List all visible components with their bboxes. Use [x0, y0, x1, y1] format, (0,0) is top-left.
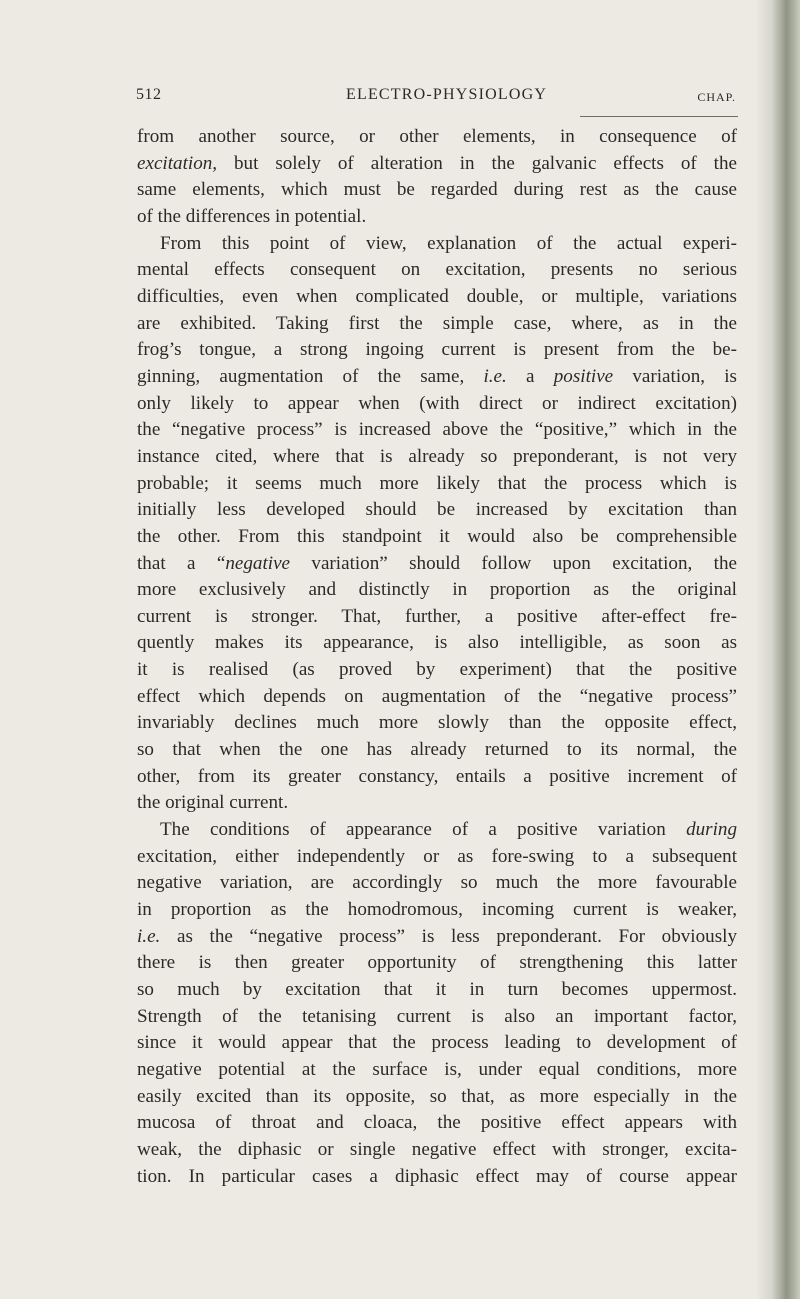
- text-run: so that when the one has already returned to its normal, the: [137, 739, 737, 761]
- text-run: the other. From this standpoint it would also be comprehensible: [137, 525, 737, 547]
- text-line: [137, 177, 737, 204]
- text-run: ginning, augmentation of the same,: [137, 365, 484, 387]
- text-run: Strength of the tetanising current is also an important factor,: [137, 1005, 737, 1027]
- text-line: [137, 364, 737, 391]
- text-run: from another source, or other elements, in consequence of: [137, 126, 737, 147]
- text-line: [137, 950, 737, 977]
- italic-text: excitation,: [137, 152, 218, 174]
- text-run: of the differences in potential.: [137, 205, 367, 227]
- text-run: in proportion as the homodromous, incoming current is weaker,: [137, 899, 737, 921]
- text-run: there is then greater opportunity of strengthening this latter: [137, 952, 737, 974]
- text-line: [137, 1030, 737, 1057]
- text-run: current is stronger. That, further, a positive after-effect fre-: [137, 605, 737, 627]
- text-line: [137, 551, 737, 578]
- text-run: a: [506, 365, 554, 387]
- text-run: effect which depends on augmentation of the “negative process”: [137, 685, 737, 707]
- italic-text: i.e.: [137, 925, 161, 947]
- text-run: weak, the diphasic or single negative effect with stronger, excita-: [137, 1138, 737, 1160]
- text-line: [137, 844, 737, 871]
- text-line: [137, 604, 737, 631]
- text-line: [137, 924, 737, 951]
- text-line: [137, 897, 737, 924]
- text-run: invariably declines much more slowly than the opposite effect,: [137, 712, 737, 734]
- italic-text: i.e.: [483, 365, 507, 387]
- text-line: [137, 657, 737, 684]
- text-run: are exhibited. Taking first the simple case, where, as in the: [137, 312, 737, 334]
- text-run: mucosa of throat and cloaca, the positive effect appears with: [137, 1112, 737, 1134]
- text-line: [137, 124, 737, 151]
- text-run: tion. In particular cases a diphasic effect may of course appear: [137, 1165, 737, 1187]
- text-line: [137, 1137, 737, 1164]
- text-line: [137, 1164, 737, 1191]
- text-line: [137, 417, 737, 444]
- page-edge: [770, 0, 800, 1299]
- text-run: From this point of view, explanation of the actual experi-: [160, 232, 737, 254]
- italic-text: negative: [225, 552, 291, 574]
- text-run: only likely to appear when (with direct or indirect excitation): [137, 392, 737, 414]
- header-rule: [580, 116, 738, 117]
- text-line: [137, 577, 737, 604]
- text-line: [137, 311, 737, 338]
- text-line: [137, 737, 737, 764]
- text-run: since it would appear that the process leading to development of: [137, 1032, 737, 1054]
- text-run: initially less developed should be increased by excitation than: [137, 499, 737, 521]
- text-run: difficulties, even when complicated double, or multiple, variations: [137, 285, 737, 307]
- text-line: [137, 151, 737, 178]
- text-line: [137, 391, 737, 418]
- text-line: [137, 231, 737, 258]
- text-run: instance cited, where that is already so preponderant, is not very: [137, 445, 737, 467]
- text-run: negative potential at the surface is, under equal conditions, more: [137, 1058, 737, 1080]
- paragraph: [137, 231, 737, 817]
- text-run: probable; it seems much more likely that the process which is: [137, 472, 737, 494]
- text-run: variation” should follow upon excitation, the: [290, 552, 737, 574]
- italic-text: positive: [553, 365, 614, 387]
- text-line: [137, 630, 737, 657]
- text-line: [137, 284, 737, 311]
- body-text: [137, 124, 737, 1190]
- text-line: [137, 471, 737, 498]
- text-line: [137, 710, 737, 737]
- text-line: [137, 790, 737, 817]
- text-run: excitation, either independently or as fore-swing to a subsequent: [137, 845, 737, 867]
- text-run: quently makes its appearance, is also intelligible, as soon as: [137, 632, 737, 654]
- text-run: negative variation, are accordingly so much the more favourable: [137, 872, 737, 894]
- text-run: as the “negative process” is less preponderant. For obviously: [160, 925, 737, 947]
- text-run: The conditions of appearance of a positive variation: [160, 819, 687, 841]
- text-line: [137, 684, 737, 711]
- text-line: [137, 497, 737, 524]
- text-run: so much by excitation that it in turn becomes uppermost.: [137, 979, 737, 1000]
- text-run: the “negative process” is increased above the “positive,” which in the: [137, 419, 737, 441]
- text-run: same elements, which must be regarded during rest as the cause: [137, 179, 737, 201]
- text-line: [137, 817, 737, 844]
- text-line: [137, 764, 737, 791]
- text-line: [137, 977, 737, 1004]
- running-title: ELECTRO-PHYSIOLOGY: [346, 86, 548, 103]
- text-run: that a “: [137, 552, 226, 574]
- text-run: mental effects consequent on excitation, presents no serious: [137, 259, 737, 281]
- running-header: [136, 86, 736, 116]
- text-line: [137, 1084, 737, 1111]
- chapter-mark: CHAP.: [697, 90, 736, 104]
- text-line: [137, 337, 737, 364]
- text-line: [137, 444, 737, 471]
- text-line: [137, 1110, 737, 1137]
- text-line: [137, 204, 737, 231]
- text-line: [137, 870, 737, 897]
- text-line: [137, 524, 737, 551]
- text-run: the original current.: [137, 792, 289, 814]
- text-run: variation, is: [613, 365, 737, 387]
- text-run: more exclusively and distinctly in proportion as the original: [137, 579, 737, 601]
- paragraph: [137, 817, 737, 1190]
- text-run: but solely of alteration in the galvanic effects of the: [217, 152, 737, 174]
- paragraph: [137, 124, 737, 231]
- text-line: [137, 1057, 737, 1084]
- italic-text: during: [686, 819, 737, 841]
- text-run: easily excited than its opposite, so that, as more especially in the: [137, 1085, 737, 1107]
- page-number: 512: [136, 86, 162, 103]
- text-line: [137, 257, 737, 284]
- page-gutter-shadow: [756, 0, 770, 1299]
- text-run: frog’s tongue, a strong ingoing current is present from the be-: [137, 339, 737, 361]
- text-run: other, from its greater constancy, entails a positive increment of: [137, 765, 737, 787]
- text-run: it is realised (as proved by experiment) that the positive: [137, 659, 737, 681]
- text-line: [137, 1004, 737, 1031]
